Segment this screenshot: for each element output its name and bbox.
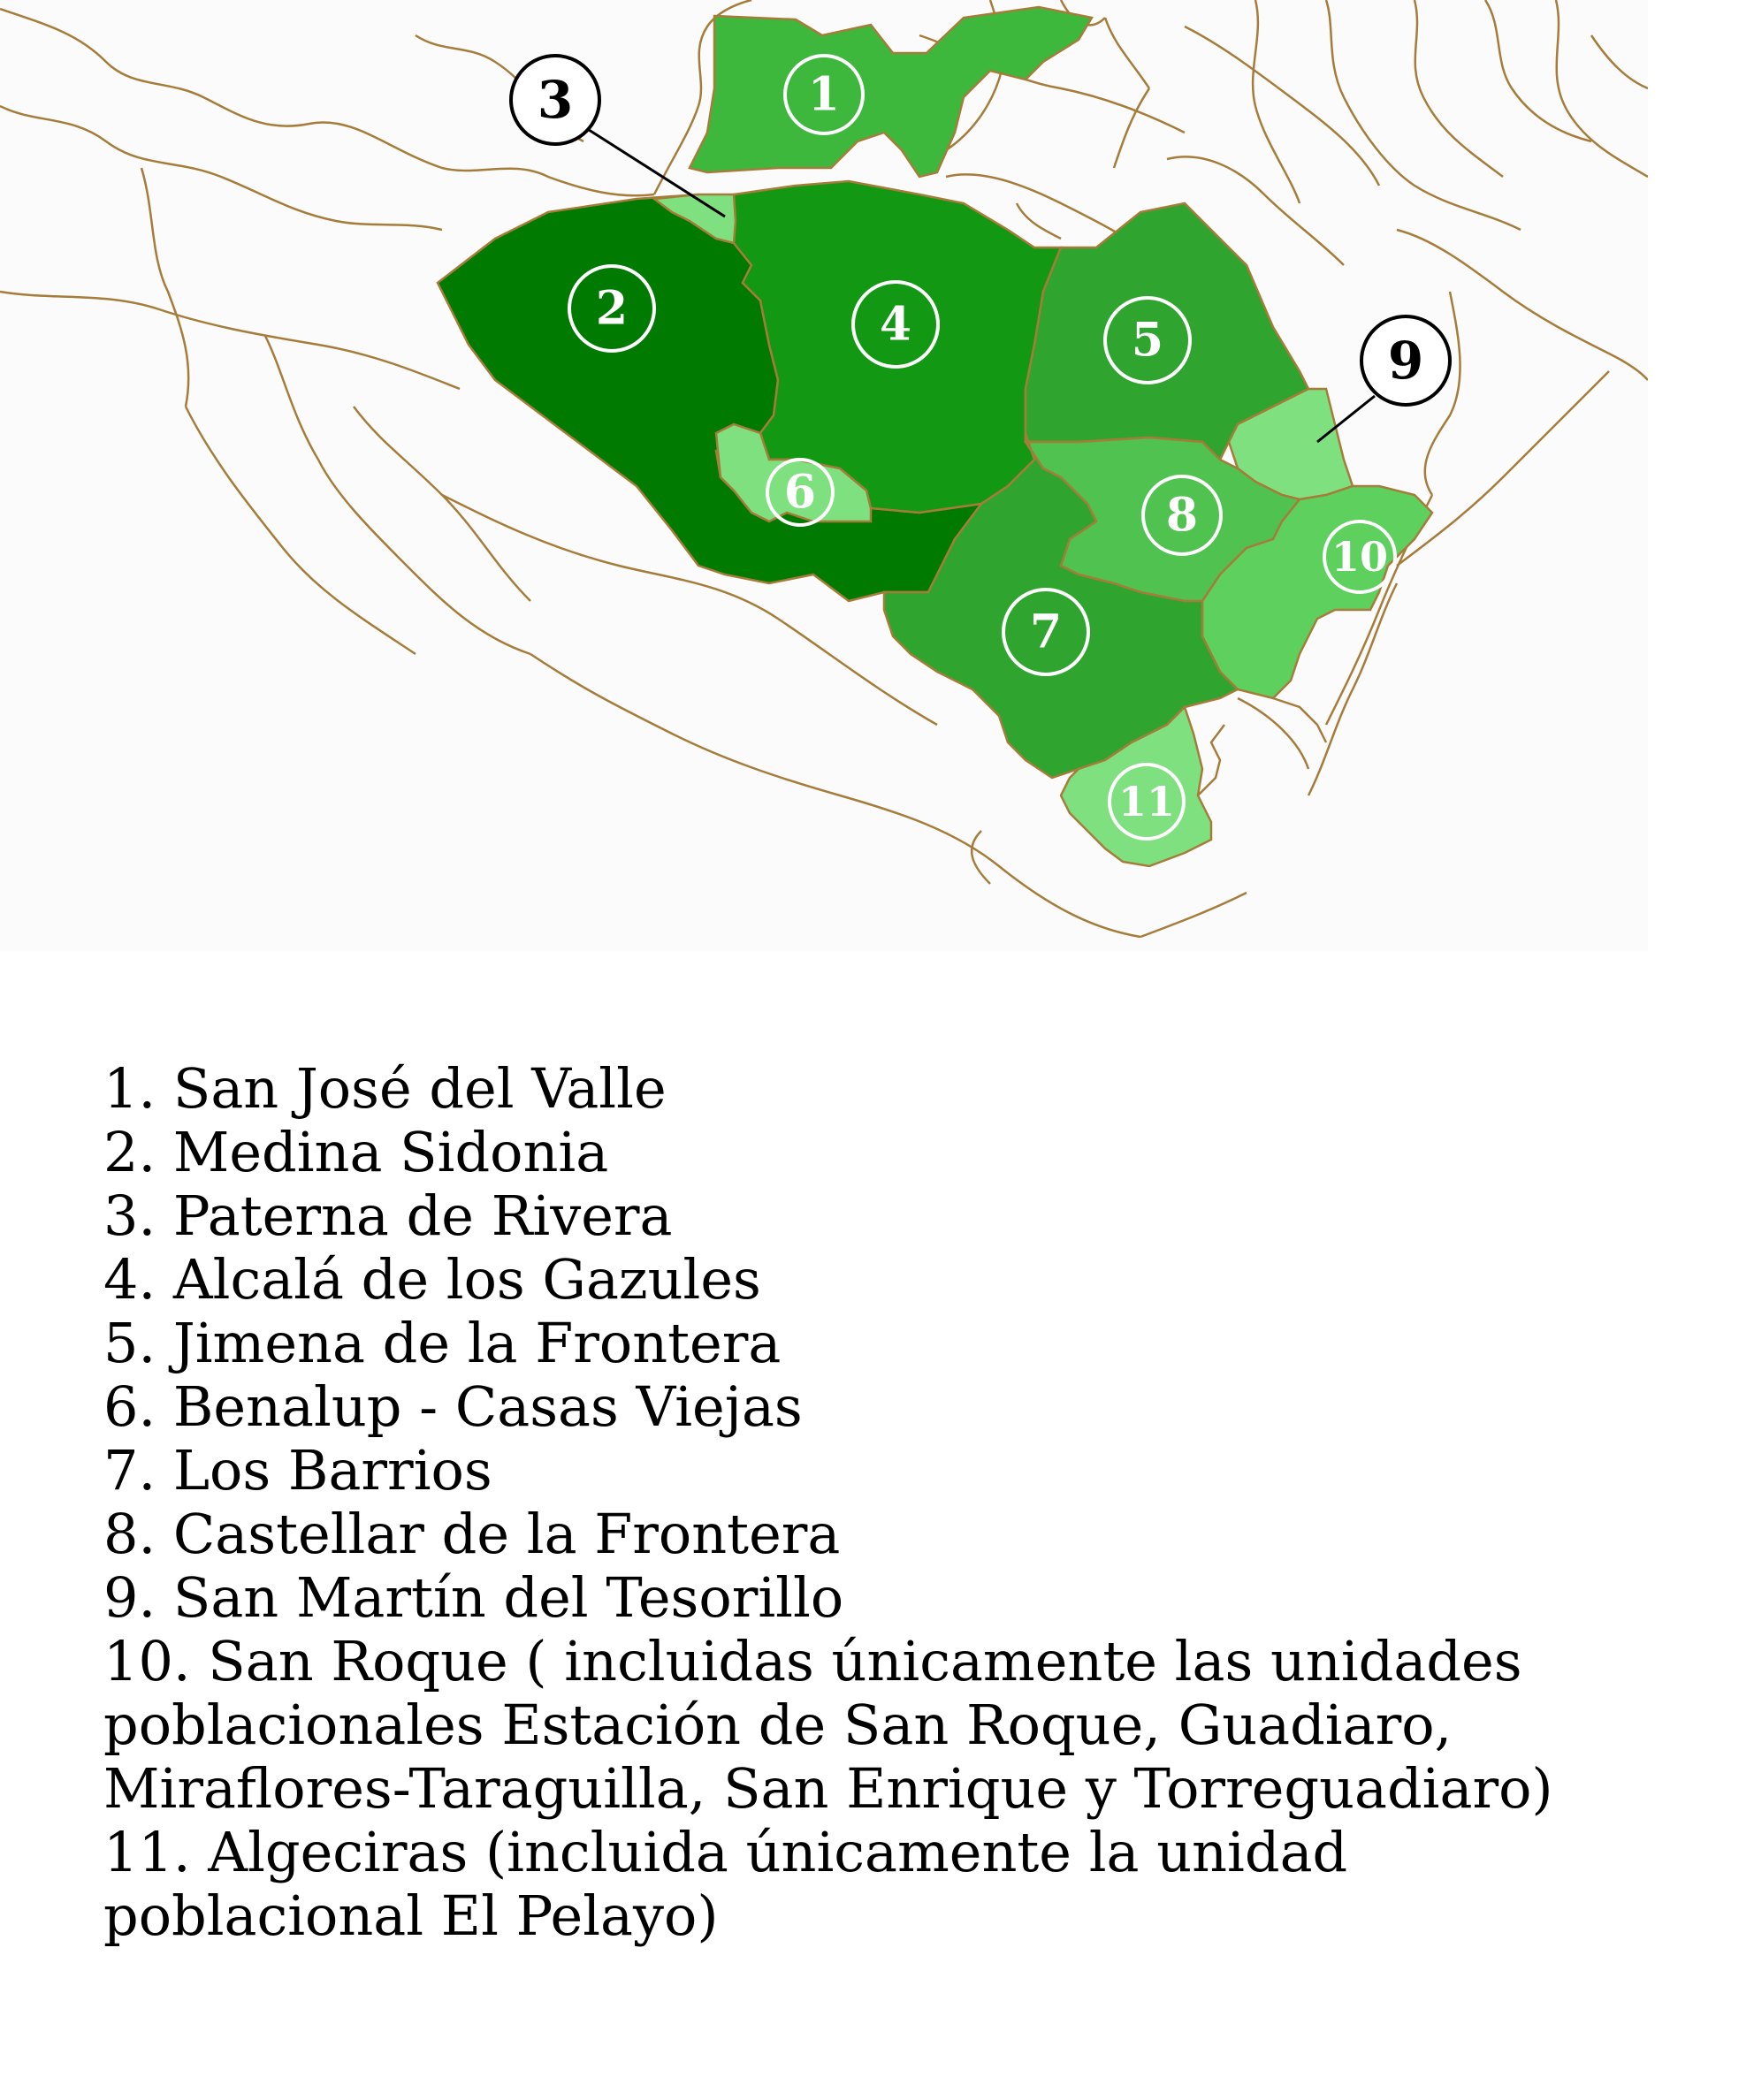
- legend-item-3: 3. Paterna de Rivera: [103, 1183, 673, 1248]
- svg-text:7: 7: [1029, 605, 1063, 659]
- legend-item-5: 5. Jimena de la Frontera: [103, 1311, 782, 1375]
- svg-text:3: 3: [537, 70, 574, 130]
- legend-item-4: 4. Alcalá de los Gazules: [103, 1247, 761, 1312]
- svg-text:2: 2: [595, 281, 629, 336]
- legend-item-10: 10. San Roque ( incluidas únicamente las unidades poblacionales Estación de San Roque, Guadiaro, Miraflores-Taraguilla, San Enrique y Torreguadiaro): [103, 1629, 1553, 1821]
- legend-item-8: 8. Castellar de la Frontera: [103, 1502, 841, 1566]
- legend: [103, 1057, 1659, 1948]
- legend-item-9: 9. San Martín del Tesorillo: [103, 1565, 844, 1630]
- callout-3: [511, 56, 725, 217]
- legend-item-2: 2. Medina Sidonia: [103, 1120, 609, 1184]
- map: [0, 0, 1648, 951]
- legend-item-6: 6. Benalup - Casas Viejas: [103, 1374, 803, 1439]
- legend-item-1: 1. San José del Valle: [103, 1056, 667, 1121]
- svg-text:5: 5: [1131, 313, 1164, 368]
- svg-text:10: 10: [1331, 533, 1389, 581]
- svg-text:8: 8: [1165, 488, 1199, 543]
- svg-text:1: 1: [807, 67, 841, 122]
- regions: [438, 7, 1432, 866]
- region-1: [690, 7, 1092, 177]
- svg-text:11: 11: [1117, 778, 1176, 826]
- callout-9: [1317, 316, 1450, 442]
- legend-item-7: 7. Los Barrios: [103, 1438, 492, 1503]
- svg-text:9: 9: [1387, 331, 1424, 391]
- map-svg: [0, 0, 1648, 951]
- legend-item-11: 11. Algeciras (incluida únicamente la unidad poblacional El Pelayo): [103, 1820, 1348, 1948]
- svg-text:6: 6: [783, 465, 817, 520]
- svg-text:4: 4: [879, 297, 912, 352]
